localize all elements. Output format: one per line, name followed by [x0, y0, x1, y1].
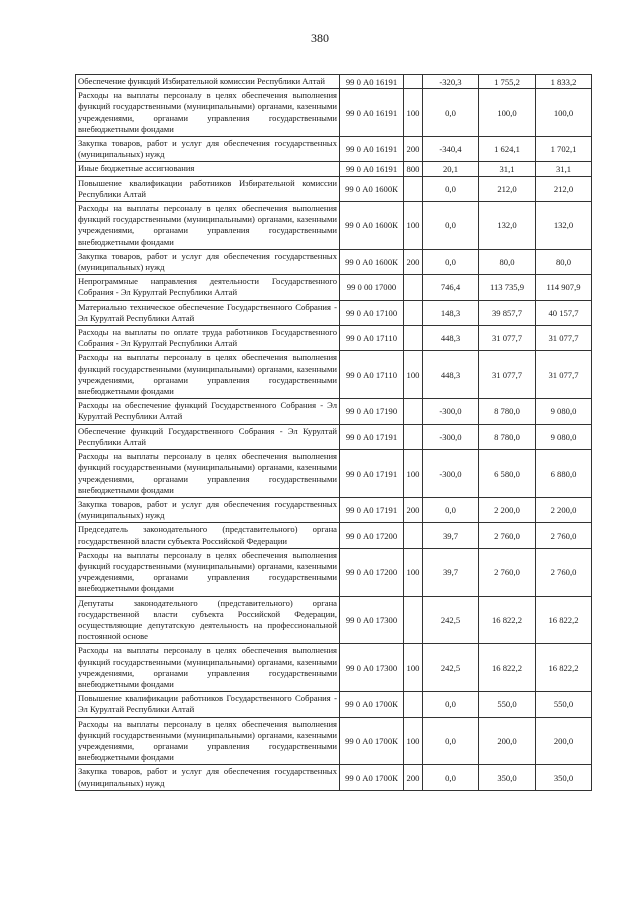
- row-code-cell: 99 0 А0 1700К: [340, 765, 404, 790]
- row-expense-type-cell: [404, 300, 423, 325]
- row-expense-type-cell: [404, 176, 423, 201]
- row-amount-2-cell: 1 833,2: [536, 75, 592, 89]
- row-expense-type-cell: [404, 424, 423, 449]
- row-code-cell: 99 0 А0 16191: [340, 137, 404, 162]
- page-number: 380: [311, 31, 329, 45]
- row-amount-2-cell: 2 760,0: [536, 523, 592, 548]
- row-change-cell: 448,3: [423, 351, 479, 399]
- table-row: [76, 399, 592, 424]
- row-amount-1-cell: 2 760,0: [479, 548, 536, 596]
- row-expense-type-cell: 100: [404, 202, 423, 250]
- row-amount-1-cell: 100,0: [479, 89, 536, 137]
- table-row: [76, 202, 592, 250]
- row-change-cell: 39,7: [423, 523, 479, 548]
- row-code-cell: 99 0 А0 17100: [340, 300, 404, 325]
- row-expense-type-cell: 800: [404, 162, 423, 176]
- row-expense-type-cell: 100: [404, 450, 423, 498]
- row-expense-type-cell: 100: [404, 89, 423, 137]
- row-code-cell: 99 0 А0 17190: [340, 399, 404, 424]
- row-amount-2-cell: 31 077,7: [536, 351, 592, 399]
- table-row: [76, 275, 592, 300]
- row-code-cell: 99 0 А0 17300: [340, 644, 404, 692]
- row-change-cell: 0,0: [423, 765, 479, 790]
- table-row: [76, 300, 592, 325]
- row-name-cell: Повышение квалификации работников Избирательной комиссии Республики Алтай: [76, 176, 340, 201]
- row-code-cell: 99 0 А0 16191: [340, 162, 404, 176]
- row-expense-type-cell: [404, 75, 423, 89]
- row-amount-1-cell: 16 822,2: [479, 644, 536, 692]
- row-expense-type-cell: [404, 596, 423, 644]
- row-name-cell: Обеспечение функций Избирательной комиссии Республики Алтай: [76, 75, 340, 89]
- row-amount-2-cell: 9 080,0: [536, 399, 592, 424]
- row-change-cell: 448,3: [423, 326, 479, 351]
- row-amount-1-cell: 550,0: [479, 692, 536, 717]
- row-name-cell: Закупка товаров, работ и услуг для обеспечения государственных (муниципальных) нужд: [76, 765, 340, 790]
- row-amount-2-cell: 9 080,0: [536, 424, 592, 449]
- row-amount-1-cell: 2 200,0: [479, 497, 536, 522]
- row-amount-2-cell: 16 822,2: [536, 596, 592, 644]
- row-amount-2-cell: 80,0: [536, 249, 592, 274]
- row-name-cell: Расходы на выплаты персоналу в целях обеспечения выполнения функций государственными (муниципальными) органами, казенными учреждениями, органами управления государственными внебюджетными фондами: [76, 548, 340, 596]
- table-row: [76, 523, 592, 548]
- table-row: [76, 548, 592, 596]
- row-name-cell: Расходы на выплаты персоналу в целях обеспечения выполнения функций государственными (муниципальными) органами, казенными учреждениями, органами управления государственными внебюджетными фондами: [76, 644, 340, 692]
- row-amount-2-cell: 212,0: [536, 176, 592, 201]
- row-change-cell: 0,0: [423, 717, 479, 765]
- table-row: [76, 765, 592, 790]
- table-row: [76, 137, 592, 162]
- row-amount-1-cell: 200,0: [479, 717, 536, 765]
- row-amount-2-cell: 2 760,0: [536, 548, 592, 596]
- row-amount-1-cell: 8 780,0: [479, 424, 536, 449]
- row-amount-1-cell: 132,0: [479, 202, 536, 250]
- row-change-cell: -320,3: [423, 75, 479, 89]
- row-expense-type-cell: [404, 326, 423, 351]
- row-amount-2-cell: 200,0: [536, 717, 592, 765]
- row-name-cell: Расходы на выплаты по оплате труда работников Государственного Собрания - Эл Курултай Республики Алтай: [76, 326, 340, 351]
- row-amount-2-cell: 16 822,2: [536, 644, 592, 692]
- row-amount-2-cell: 31,1: [536, 162, 592, 176]
- row-code-cell: 99 0 00 17000: [340, 275, 404, 300]
- row-name-cell: Расходы на обеспечение функций Государственного Собрания - Эл Курултай Республики Алтай: [76, 399, 340, 424]
- budget-table: [75, 74, 592, 791]
- table-row: [76, 497, 592, 522]
- row-name-cell: Расходы на выплаты персоналу в целях обеспечения выполнения функций государственными (муниципальными) органами, казенными учреждениями, органами управления государственными внебюджетными фондами: [76, 351, 340, 399]
- row-amount-1-cell: 6 580,0: [479, 450, 536, 498]
- row-change-cell: 20,1: [423, 162, 479, 176]
- row-amount-2-cell: 1 702,1: [536, 137, 592, 162]
- row-amount-2-cell: 550,0: [536, 692, 592, 717]
- row-amount-1-cell: 8 780,0: [479, 399, 536, 424]
- row-amount-2-cell: 114 907,9: [536, 275, 592, 300]
- table-row: [76, 249, 592, 274]
- row-code-cell: 99 0 А0 17200: [340, 523, 404, 548]
- row-name-cell: Расходы на выплаты персоналу в целях обеспечения выполнения функций государственными (муниципальными) органами, казенными учреждениями, органами управления государственными внебюджетными фондами: [76, 89, 340, 137]
- row-expense-type-cell: 200: [404, 249, 423, 274]
- row-amount-1-cell: 31 077,7: [479, 351, 536, 399]
- row-change-cell: 242,5: [423, 596, 479, 644]
- table-row: [76, 176, 592, 201]
- row-expense-type-cell: 200: [404, 765, 423, 790]
- row-name-cell: Закупка товаров, работ и услуг для обеспечения государственных (муниципальных) нужд: [76, 137, 340, 162]
- row-name-cell: Материально техническое обеспечение Государственного Собрания - Эл Курултай Республики Алтай: [76, 300, 340, 325]
- row-change-cell: -300,0: [423, 424, 479, 449]
- budget-table-body: [76, 75, 592, 791]
- row-amount-1-cell: 1 624,1: [479, 137, 536, 162]
- table-row: [76, 89, 592, 137]
- row-amount-2-cell: 31 077,7: [536, 326, 592, 351]
- row-expense-type-cell: [404, 275, 423, 300]
- row-expense-type-cell: [404, 692, 423, 717]
- row-amount-2-cell: 6 880,0: [536, 450, 592, 498]
- row-amount-2-cell: 40 157,7: [536, 300, 592, 325]
- row-change-cell: 0,0: [423, 89, 479, 137]
- row-amount-1-cell: 1 755,2: [479, 75, 536, 89]
- table-row: [76, 75, 592, 89]
- row-name-cell: Председатель законодательного (представительного) органа государственной власти субъекта Российской Федерации: [76, 523, 340, 548]
- row-code-cell: 99 0 А0 1700К: [340, 692, 404, 717]
- row-code-cell: 99 0 А0 1600К: [340, 202, 404, 250]
- row-expense-type-cell: 100: [404, 644, 423, 692]
- row-code-cell: 99 0 А0 17191: [340, 424, 404, 449]
- row-name-cell: Повышение квалификации работников Государственного Собрания - Эл Курултай Республики Алтай: [76, 692, 340, 717]
- table-row: [76, 596, 592, 644]
- row-change-cell: 0,0: [423, 692, 479, 717]
- row-change-cell: 242,5: [423, 644, 479, 692]
- row-code-cell: 99 0 А0 17191: [340, 497, 404, 522]
- row-code-cell: 99 0 А0 17200: [340, 548, 404, 596]
- row-name-cell: Закупка товаров, работ и услуг для обеспечения государственных (муниципальных) нужд: [76, 249, 340, 274]
- table-row: [76, 692, 592, 717]
- row-change-cell: 39,7: [423, 548, 479, 596]
- row-change-cell: 148,3: [423, 300, 479, 325]
- row-code-cell: 99 0 А0 17110: [340, 326, 404, 351]
- row-expense-type-cell: 100: [404, 717, 423, 765]
- row-change-cell: 0,0: [423, 249, 479, 274]
- row-expense-type-cell: 100: [404, 548, 423, 596]
- row-change-cell: -300,0: [423, 399, 479, 424]
- row-amount-1-cell: 39 857,7: [479, 300, 536, 325]
- row-change-cell: -340,4: [423, 137, 479, 162]
- row-name-cell: Расходы на выплаты персоналу в целях обеспечения выполнения функций государственными (муниципальными) органами, казенными учреждениями, органами управления государственными внебюджетными фондами: [76, 202, 340, 250]
- row-amount-2-cell: 100,0: [536, 89, 592, 137]
- table-row: [76, 351, 592, 399]
- row-name-cell: Расходы на выплаты персоналу в целях обеспечения выполнения функций государственными (муниципальными) органами, казенными учреждениями, органами управления государственными внебюджетными фондами: [76, 717, 340, 765]
- row-code-cell: 99 0 А0 1600К: [340, 249, 404, 274]
- table-row: [76, 450, 592, 498]
- row-amount-1-cell: 113 735,9: [479, 275, 536, 300]
- row-name-cell: Расходы на выплаты персоналу в целях обеспечения выполнения функций государственными (муниципальными) органами, казенными учреждениями, органами управления государственными внебюджетными фондами: [76, 450, 340, 498]
- row-amount-2-cell: 2 200,0: [536, 497, 592, 522]
- row-expense-type-cell: [404, 523, 423, 548]
- row-code-cell: 99 0 А0 1700К: [340, 717, 404, 765]
- row-code-cell: 99 0 А0 17191: [340, 450, 404, 498]
- row-name-cell: Депутаты законодательного (представительного) органа государственной власти субъекта Российской Федерации, осуществляющие депутатскую деятельность на профессиональной постоянной основе: [76, 596, 340, 644]
- row-amount-1-cell: 2 760,0: [479, 523, 536, 548]
- row-amount-1-cell: 16 822,2: [479, 596, 536, 644]
- row-code-cell: 99 0 А0 16191: [340, 89, 404, 137]
- row-amount-1-cell: 80,0: [479, 249, 536, 274]
- row-change-cell: 746,4: [423, 275, 479, 300]
- row-amount-1-cell: 31,1: [479, 162, 536, 176]
- row-change-cell: 0,0: [423, 176, 479, 201]
- row-name-cell: Закупка товаров, работ и услуг для обеспечения государственных (муниципальных) нужд: [76, 497, 340, 522]
- row-change-cell: 0,0: [423, 202, 479, 250]
- row-code-cell: 99 0 А0 1600К: [340, 176, 404, 201]
- row-expense-type-cell: 100: [404, 351, 423, 399]
- table-row: [76, 424, 592, 449]
- row-name-cell: Непрограммные направления деятельности Государственного Собрания - Эл Курултай Республики Алтай: [76, 275, 340, 300]
- row-change-cell: 0,0: [423, 497, 479, 522]
- table-row: [76, 644, 592, 692]
- table-row: [76, 717, 592, 765]
- row-expense-type-cell: 200: [404, 137, 423, 162]
- row-code-cell: 99 0 А0 17300: [340, 596, 404, 644]
- table-row: [76, 326, 592, 351]
- row-amount-2-cell: 132,0: [536, 202, 592, 250]
- row-name-cell: Обеспечение функций Государственного Собрания - Эл Курултай Республики Алтай: [76, 424, 340, 449]
- row-expense-type-cell: [404, 399, 423, 424]
- row-expense-type-cell: 200: [404, 497, 423, 522]
- table-row: [76, 162, 592, 176]
- row-code-cell: 99 0 А0 17110: [340, 351, 404, 399]
- row-amount-2-cell: 350,0: [536, 765, 592, 790]
- row-code-cell: 99 0 А0 16191: [340, 75, 404, 89]
- row-amount-1-cell: 31 077,7: [479, 326, 536, 351]
- row-change-cell: -300,0: [423, 450, 479, 498]
- row-amount-1-cell: 212,0: [479, 176, 536, 201]
- row-name-cell: Иные бюджетные ассигнования: [76, 162, 340, 176]
- row-amount-1-cell: 350,0: [479, 765, 536, 790]
